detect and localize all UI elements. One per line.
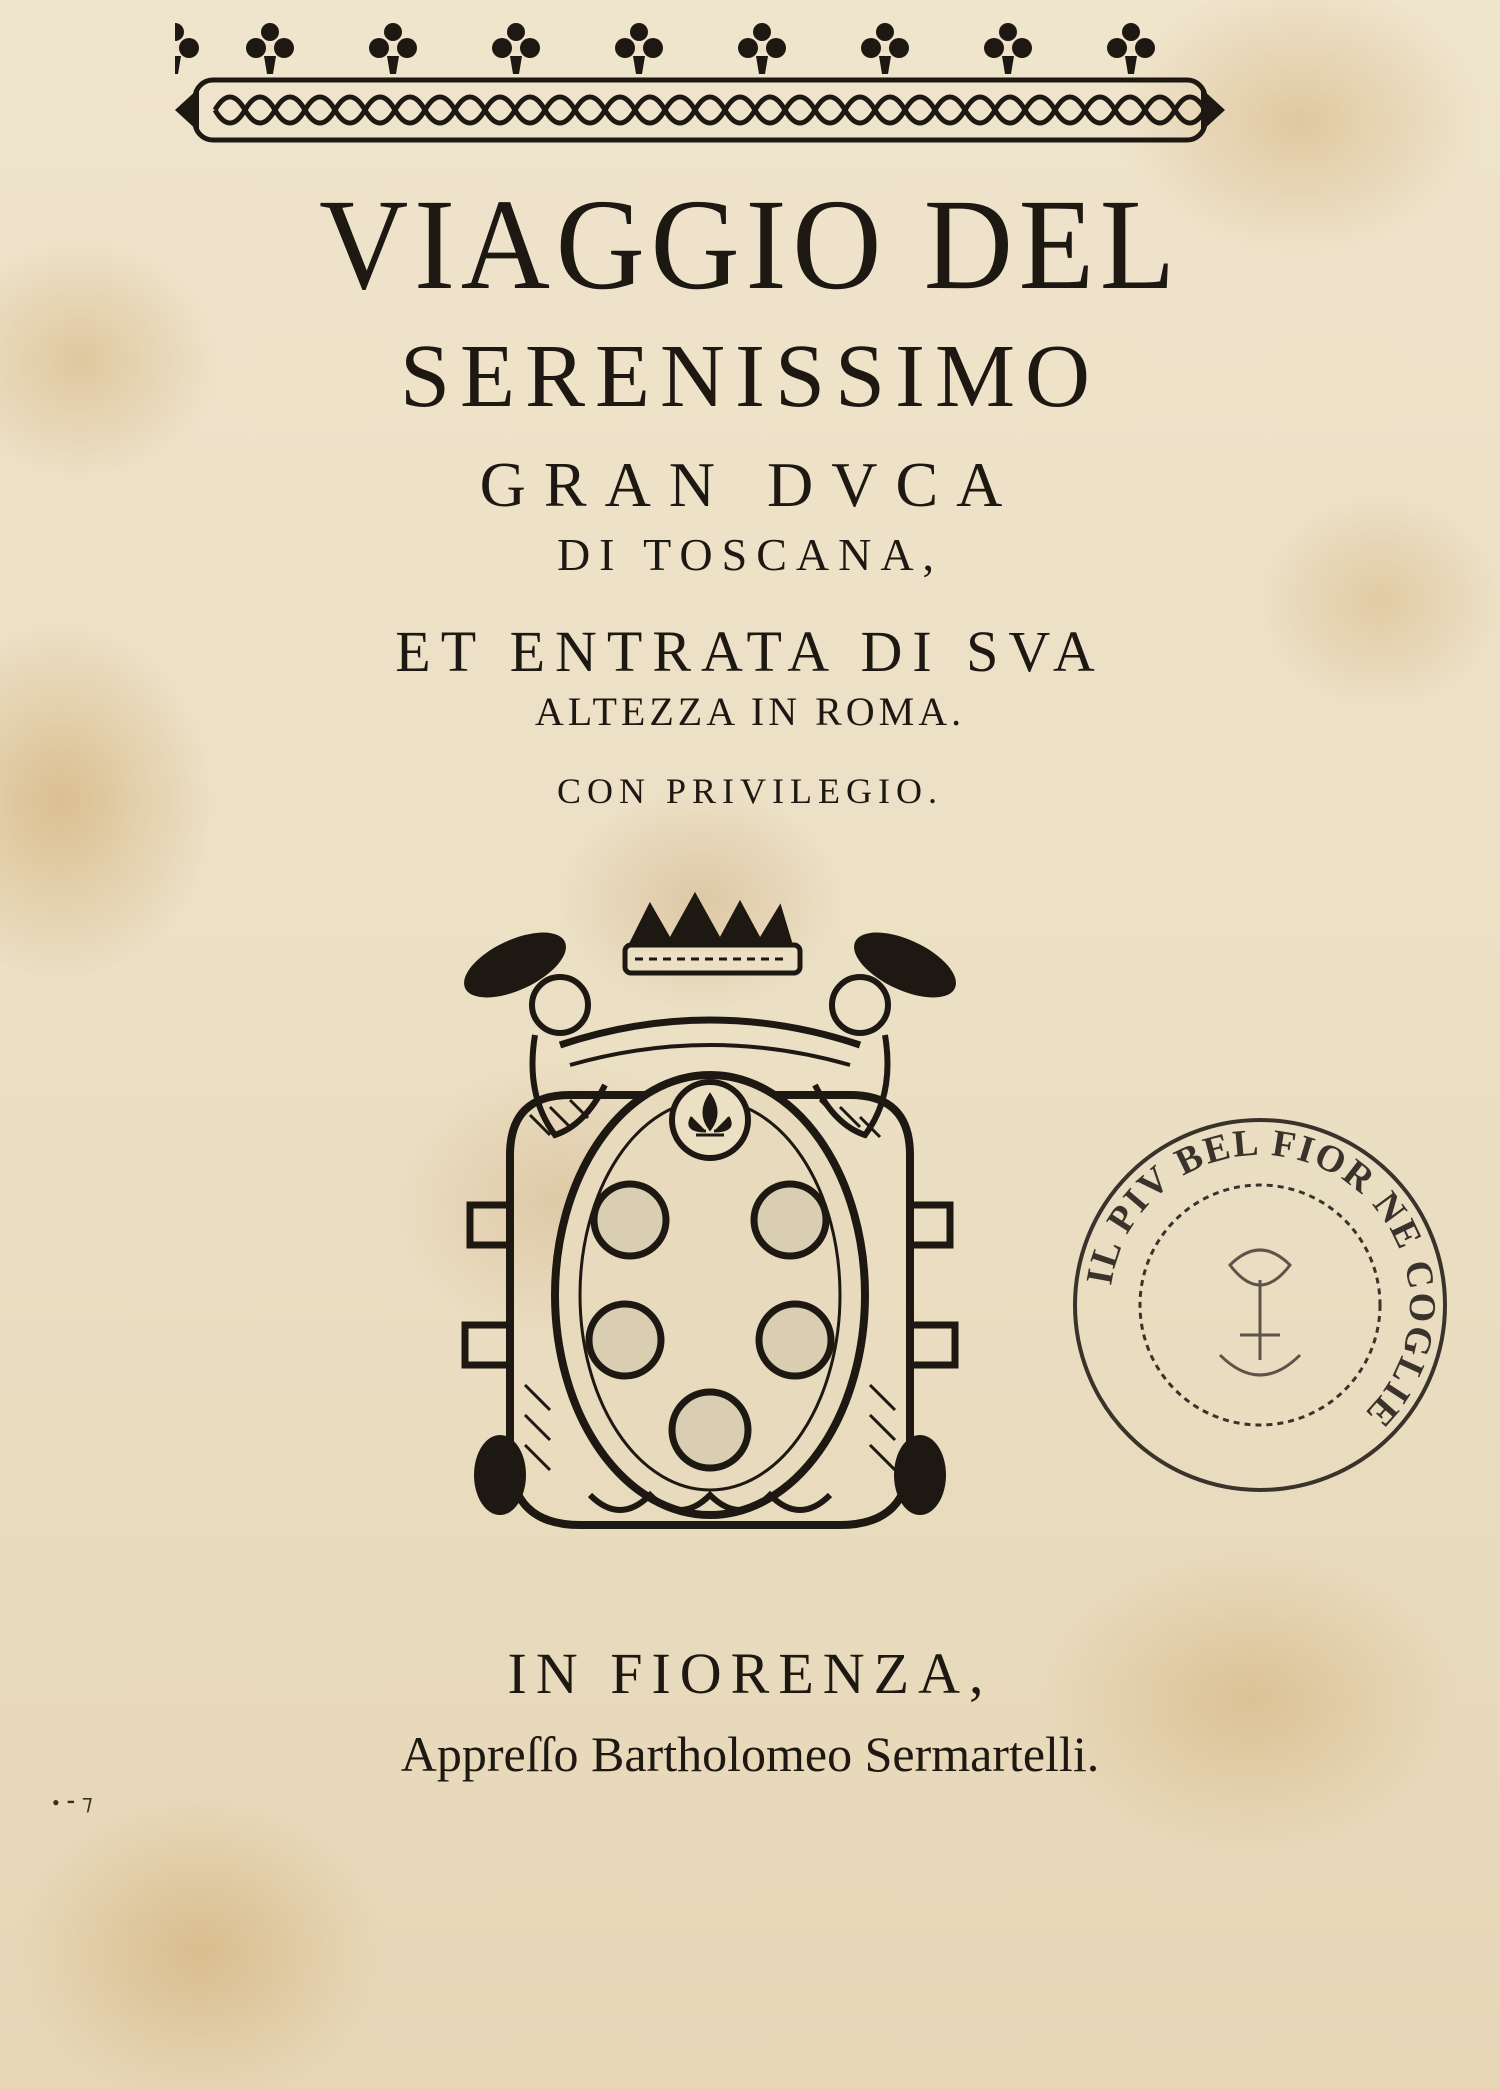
title-line-2: SERENISSIMO [399,327,1101,426]
stamp-lettering: IL PIV BEL FIOR NE COGLIE [1078,1121,1444,1437]
title-line-4: DI TOSCANA, [556,529,944,580]
title-line-3: GRAN DVCA [479,449,1021,520]
imprint-publisher: Appreſſo Bartholomeo Sermartelli. [400,1726,1100,1782]
medici-coat-of-arms-woodcut [440,885,980,1565]
title-line-5: ET ENTRATA DI SVA [395,619,1105,684]
title-line-6: ALTEZZA IN ROMA. [534,689,966,734]
marginal-ink-marks: • ⁃ ⁊ [52,1790,93,1815]
privilege-line: CON PRIVILEGIO. [557,771,943,811]
library-ownership-stamp [1060,1105,1460,1505]
title-line-1: VIAGGIO DEL [319,173,1181,317]
fleuron-border-ornament [175,18,1225,153]
imprint-place: IN FIORENZA, [507,1641,993,1706]
